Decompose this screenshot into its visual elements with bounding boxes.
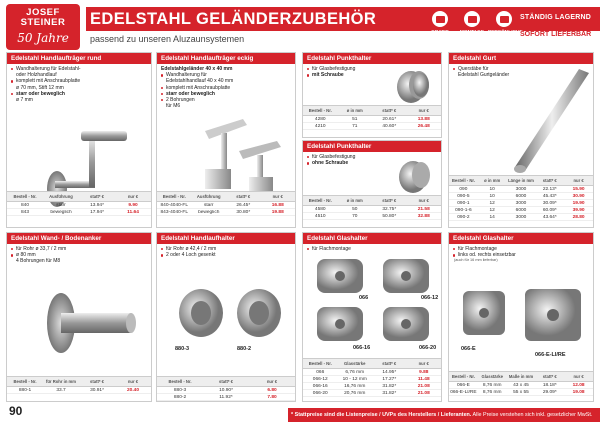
section-title: Edelstahl Punkthalter <box>303 141 441 152</box>
product-image-glass-holders <box>313 255 439 355</box>
section-title: Edelstahl Glashalter <box>449 233 593 244</box>
cell: 090-2 <box>457 214 470 220</box>
col-header: Länge in mm <box>508 178 534 183</box>
footer-note <box>288 408 600 422</box>
company-logo <box>6 4 80 50</box>
col-header: Glasstärke <box>481 374 503 379</box>
col-header: Bestell - Nr. <box>13 379 37 384</box>
product-code: 880-3 <box>175 346 190 352</box>
cell: 4280 <box>314 116 326 122</box>
cell: 10 - 12 mm <box>342 376 367 382</box>
cell: beweglich <box>50 209 72 215</box>
cell: 30.80* <box>236 209 251 215</box>
cell: 17.27* <box>382 376 397 382</box>
col-header: nur € <box>266 379 278 384</box>
phone-icon <box>500 16 509 23</box>
cell: 16,76 mm <box>344 383 366 389</box>
cell: 090-1 <box>457 200 470 206</box>
price-table <box>449 175 593 221</box>
cell: 18.18* <box>542 382 557 388</box>
price-table <box>7 376 151 394</box>
cell-price: 39.90 <box>572 207 585 213</box>
bullet: für Rohr ø 33,7 / 2 mm <box>16 246 147 252</box>
availability-note: (auch für 16 mm lieferbar) <box>454 258 498 263</box>
bullet-cont: ø 70 mm, Stift 12 mm <box>16 84 64 91</box>
table-row <box>157 387 295 394</box>
cell: 840-4040-FL <box>160 202 188 208</box>
col-header: Maße in mm <box>508 374 534 379</box>
cell: 066-E <box>456 382 470 388</box>
product-image-anchor <box>33 275 143 365</box>
bullet: starr oder beweglich <box>16 91 147 97</box>
cell-price: 9.88 <box>419 369 429 375</box>
cell-price: 19.88 <box>271 209 284 215</box>
bullet: ø 80 mm <box>16 252 147 258</box>
price-table <box>303 105 441 130</box>
section-title: Edelstahl Gurt <box>449 53 593 64</box>
bullet: für Rohr ø 42,4 / 2 mm <box>166 246 291 252</box>
section-point-holder-no-screw <box>302 140 442 228</box>
section-point-holder-with-screw <box>302 52 442 138</box>
cell: 20,76 mm <box>344 390 366 396</box>
bullet-heading: Edelstahlgeländer 40 x 40 mm <box>161 66 233 72</box>
logo-line-1: JOSEF <box>26 7 60 18</box>
product-image-steel-bar <box>509 67 593 177</box>
price-table <box>157 376 295 401</box>
page-subtitle: passend zu unseren Aluzaunsystemen <box>90 34 245 44</box>
cell-price: 21.08 <box>417 383 430 389</box>
cell: 843 <box>20 209 29 215</box>
delivery-label: SOFORT LIEFERBAR <box>520 31 592 38</box>
cell: 14 <box>489 214 495 220</box>
col-header: Ausführung <box>196 194 221 199</box>
bullet-cont: 4 Bohrungen für M8 <box>16 258 61 265</box>
product-code: 066-E <box>461 346 476 352</box>
cell-price: 6.80 <box>267 387 277 393</box>
price-table <box>7 191 151 216</box>
table-row <box>303 376 441 383</box>
cell: 33.7 <box>56 387 66 393</box>
col-header: Glasstärke <box>344 361 366 366</box>
cell: 3000 <box>515 186 527 192</box>
badge-install <box>456 9 488 46</box>
page-title: EDELSTAHL GELÄNDERZUBEHÖR <box>90 10 377 28</box>
product-code: 066-E-LI/RE <box>535 352 566 358</box>
table-row <box>449 186 593 193</box>
col-header: nur € <box>272 194 283 199</box>
col-header: statt* € <box>90 194 104 199</box>
table-row <box>7 202 151 209</box>
cell: starr <box>56 202 66 208</box>
table-row <box>303 213 441 220</box>
cell: 8,76 mm <box>482 382 502 388</box>
product-image-bracket <box>167 281 291 351</box>
bullet: Wandhalterung für Edelstahl- <box>16 66 147 72</box>
cell: 090 <box>459 186 468 192</box>
bullet: komplett mit Anschraubplatte <box>16 78 147 84</box>
page-number: 90 <box>9 404 23 418</box>
cell: 843-4040-FL <box>160 209 188 215</box>
cell: 43 x 45 <box>513 382 529 388</box>
badge-install-label: MONTAGE AUF WUNSCH <box>459 30 485 46</box>
cell: 50 <box>352 206 358 212</box>
col-header: nur € <box>418 361 429 366</box>
section-title: Edelstahl Handlaufträger rund <box>7 53 151 64</box>
cell: 10 <box>489 193 495 199</box>
col-header: statt* € <box>382 361 397 366</box>
col-header: statt* € <box>236 194 251 199</box>
table-row <box>449 382 593 389</box>
badge-advice <box>488 9 523 43</box>
price-table <box>303 195 441 220</box>
col-header: nur € <box>127 379 139 384</box>
col-header: Bestell - Nr. <box>451 374 475 379</box>
col-header: statt* € <box>90 379 104 384</box>
col-header: statt* € <box>542 178 557 183</box>
table-row <box>157 209 295 216</box>
cell: 14.95* <box>382 369 397 375</box>
bullet: Wandhalterung für <box>166 72 291 78</box>
cell: 32.75* <box>382 206 397 212</box>
col-header: ø in mm <box>346 108 363 113</box>
section-title: Edelstahl Wand- / Bodenanker <box>7 233 151 244</box>
price-table <box>303 358 441 397</box>
col-header: Ausführung <box>49 194 73 199</box>
price-table <box>157 191 295 216</box>
col-header: Bestell - Nr. <box>13 194 37 199</box>
col-header: Bestell - Nr. <box>308 198 332 203</box>
ruler-icon <box>436 16 445 23</box>
col-header: für Rohr in mm <box>45 379 76 384</box>
cell-price: 30.90 <box>572 193 585 199</box>
cell-price: 16.88 <box>271 202 284 208</box>
cell: 17.94* <box>90 209 104 215</box>
cell: 31.82* <box>382 390 397 396</box>
cell: 20.61* <box>382 116 397 122</box>
col-header: Bestell - Nr. <box>168 379 192 384</box>
cell: 11.92* <box>219 394 233 400</box>
cell: 50.80* <box>382 213 397 219</box>
cell: 090-1-6 <box>455 207 472 213</box>
cell: 066-E-LI/RE <box>450 389 477 395</box>
footer-note-bold: * Stattpreise sind die Listenpreise / UVPs des Herstellers / Lieferanten. <box>291 412 472 418</box>
price-table <box>449 371 593 396</box>
cell: 4210 <box>314 123 326 129</box>
product-image-point-holder <box>391 65 441 105</box>
product-image-glass-holder-lr <box>457 285 589 355</box>
cell-price: 19.90 <box>572 200 585 206</box>
col-header: nur € <box>127 194 139 199</box>
cell: 090-5 <box>457 193 470 199</box>
bullet: mit Schraube <box>312 72 437 78</box>
cell-price: 15.90 <box>572 186 585 192</box>
cell: 3000 <box>515 214 527 220</box>
section-glass-holder-lr <box>448 232 594 402</box>
bullet: links od. rechts einsetzbar <box>458 252 589 258</box>
cell-price: 12.08 <box>572 382 585 388</box>
table-row <box>303 369 441 376</box>
table-row <box>303 116 441 123</box>
cell: 8,76 mm <box>482 389 502 395</box>
cell: 6,76 mm <box>345 369 365 375</box>
section-title: Edelstahl Handlaufträger eckig <box>157 53 295 64</box>
cell: 30.09* <box>542 200 557 206</box>
table-row <box>449 207 593 214</box>
cell: 45.43* <box>542 193 557 199</box>
logo-line-2: STEINER <box>20 17 66 28</box>
col-header: nur € <box>418 108 429 113</box>
footer-note-text: Alle Preise verstehen sich inkl. gesetzlicher MwSt. <box>471 412 593 418</box>
cell: 4580 <box>314 206 326 212</box>
cell: 60.09* <box>542 207 557 213</box>
table-row <box>7 209 151 216</box>
badge-advice-label: PERSÖNLICHE BERATUNG <box>488 30 523 41</box>
cell: 13.94* <box>90 202 104 208</box>
cell: 31.82* <box>382 383 397 389</box>
bullet: Querstäbe für <box>458 66 589 72</box>
product-code: 066-20 <box>419 345 437 351</box>
cell: 066 <box>316 369 325 375</box>
bullet-cont: oder Holzhandlauf <box>16 72 57 79</box>
bullet: ohne Schraube <box>312 160 437 166</box>
col-header: ø in mm <box>346 198 363 203</box>
cell: 30.91* <box>90 387 104 393</box>
cell: beweglich <box>198 209 220 215</box>
cell-price: 11.64 <box>127 209 139 215</box>
col-header: statt* € <box>219 379 233 384</box>
cell-price: 19.08 <box>572 389 585 395</box>
cell: 880-1 <box>18 387 32 393</box>
col-header: statt* € <box>542 374 557 379</box>
product-code: 066-12 <box>421 295 439 301</box>
section-title: Edelstahl Punkthalter <box>303 53 441 64</box>
cell-price: 26.48 <box>417 123 430 129</box>
cell: 71 <box>352 123 358 129</box>
table-row <box>303 383 441 390</box>
col-header: Bestell - Nr. <box>308 361 332 366</box>
cell-price: 21.08 <box>417 390 430 396</box>
cell: 12 <box>489 200 495 206</box>
cell-price: 20.40 <box>126 387 139 393</box>
cell: 43.64* <box>542 214 557 220</box>
cell: 12 <box>489 207 495 213</box>
section-steel-bar <box>448 52 594 228</box>
cell-price: 21.58 <box>417 206 430 212</box>
cell: 066-20 <box>312 390 328 396</box>
bullet: 2 Bohrungen <box>166 97 291 103</box>
col-header: nur € <box>418 198 429 203</box>
section-handrail-holder-round <box>6 52 152 228</box>
product-image-point-holder <box>391 155 441 195</box>
cell: 29.09* <box>542 389 557 395</box>
cell: 880-3 <box>173 387 187 393</box>
product-code: 066-16 <box>353 345 371 351</box>
cell-price: 32.88 <box>417 213 430 219</box>
section-wall-floor-anchor <box>6 232 152 402</box>
bullet: 2 oder 4 Loch gesenkt <box>166 252 291 258</box>
cell: 840 <box>20 202 29 208</box>
table-row <box>449 193 593 200</box>
bullet: für Glasbefestigung <box>312 66 437 72</box>
bullet: komplett mit Anschraubplatte <box>166 85 291 91</box>
bullet: für Flachmontage <box>458 246 589 252</box>
cell-price: 28.80 <box>572 214 585 220</box>
table-row <box>7 387 151 394</box>
product-code: 066 <box>359 295 369 301</box>
cell: 10 <box>489 186 495 192</box>
cell: 70 <box>352 213 358 219</box>
table-row <box>157 394 295 401</box>
table-row <box>303 123 441 130</box>
cell: 880-2 <box>173 394 187 400</box>
cell: 26.45* <box>236 202 251 208</box>
section-title: Edelstahl Handlaufhalter <box>157 233 295 244</box>
cell: 55 x 55 <box>513 389 529 395</box>
col-header: Bestell - Nr. <box>162 194 186 199</box>
bullet-cont: Edelstahl Gurtgeländer <box>458 72 510 79</box>
product-image-handrail-square <box>195 111 295 193</box>
bullet-cont: Edelstahlhandlauf 40 x 40 mm <box>166 78 234 85</box>
col-header: Bestell - Nr. <box>451 178 475 183</box>
table-row <box>449 389 593 396</box>
table-row <box>303 390 441 397</box>
bullet: für Glasbefestigung <box>312 154 437 160</box>
bullet: für Flachmontage <box>312 246 437 252</box>
section-title: Edelstahl Glashalter <box>303 233 441 244</box>
badge-measure <box>424 9 456 43</box>
cell-price: 13.88 <box>417 116 430 122</box>
cell: 066-12 <box>312 376 328 382</box>
badge-measure-label: GRATIS AUSMESSEN <box>424 30 456 41</box>
col-header: statt* € <box>382 108 397 113</box>
cell: 22.13* <box>542 186 557 192</box>
bullet-cont: für M6 <box>166 103 181 110</box>
table-row <box>157 202 295 209</box>
stock-label: STÄNDIG LAGERND <box>520 14 592 21</box>
col-header: ø in mm <box>484 178 501 183</box>
logo-line-3: 50 Jahre <box>17 31 69 45</box>
cell-price: 9.90 <box>128 202 138 208</box>
table-row <box>303 206 441 213</box>
product-code: 880-2 <box>237 346 252 352</box>
cell: 51 <box>352 116 358 122</box>
col-header: statt* € <box>382 198 397 203</box>
cell-price: 7.80 <box>267 394 277 400</box>
table-row <box>449 200 593 207</box>
bullet-cont: ø 7 mm <box>16 97 33 104</box>
cell: 10.90* <box>219 387 233 393</box>
col-header: nur € <box>573 178 584 183</box>
cell-price: 11.48 <box>417 376 430 382</box>
col-header: Bestell - Nr. <box>308 108 332 113</box>
cell: 6000 <box>515 193 527 199</box>
cell: 3000 <box>515 200 527 206</box>
cell: 40.60* <box>382 123 397 129</box>
cell: 6000 <box>515 207 527 213</box>
bullet: starr oder beweglich <box>166 91 291 97</box>
cell: 066-16 <box>312 383 328 389</box>
table-row <box>449 214 593 221</box>
cell: 4510 <box>314 213 326 219</box>
section-handrail-bracket <box>156 232 296 402</box>
section-handrail-holder-square <box>156 52 296 228</box>
col-header: nur € <box>573 374 584 379</box>
section-glass-holder-flat <box>302 232 442 402</box>
cell: starr <box>203 202 214 208</box>
tools-icon <box>468 16 477 23</box>
